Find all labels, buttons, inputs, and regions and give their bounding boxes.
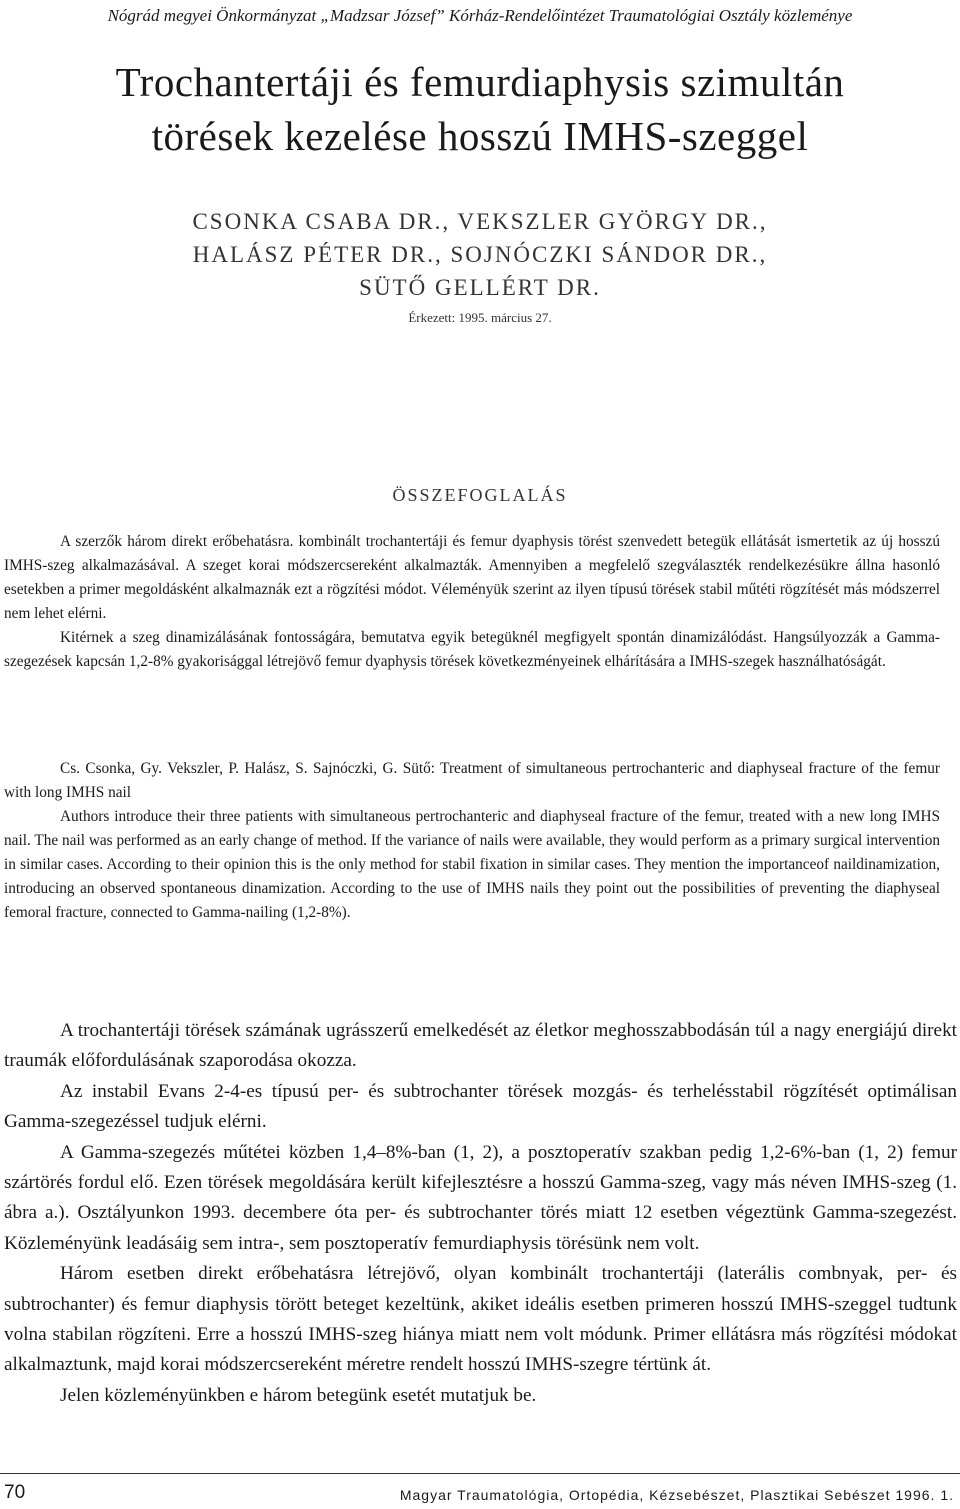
body-paragraph: A trochantertáji törések számának ugrásszerű emelkedését az életkor meghosszabbodásán túl a nagy energiájú direkt traumák előfordulásának szaporodása okozza. [4,1020,957,1072]
author-list [0,205,960,304]
english-citation: Cs. Csonka, Gy. Vekszler, P. Halász, S. Sajnóczki, G. Sütő: Treatment of simultaneous pertrochanteric and diaphyseal fracture of the femur with long IMHS nail [4,760,940,801]
body-paragraph: Jelen közleményünkben e három betegünk esetét mutatjuk be. [60,1384,537,1406]
running-header: Nógrád megyei Önkormányzat „Madzsar József” Kórház-Rendelőintézet Traumatológiai Osztály közleménye [107,6,853,25]
journal-citation: Magyar Traumatológia, Ortopédia, Kézsebészet, Plasztikai Sebészet 1996. 1. [399,1487,954,1503]
authors-line-1: CSONKA CSABA DR., VEKSZLER GYÖRGY DR., [192,209,768,234]
english-abstract [4,757,940,925]
body-paragraph: Az instabil Evans 2-4-es típusú per- és subtrochanter törések mozgás- és terhelésstabil rögzítését optimálisan Gamma-szegezéssel tudjuk elérni. [4,1080,957,1133]
authors-line-2: HALÁSZ PÉTER DR., SOJNÓCZKI SÁNDOR DR., [192,242,768,267]
received-date: Érkezett: 1995. március 27. [408,310,552,325]
authors-line-3: SÜTŐ GELLÉRT DR. [359,275,601,300]
summary-paragraph: Kitérnek a szeg dinamizálásának fontosságára, bemutatva egyik betegüknél megfigyelt spontán dinamizálódást. Hangsúlyozzák a Gamma-szegezések kapcsán 1,2-8% gyakorisággal létrejövő femur dyaphysis törések következményeinek elhárítására a IMHS-szegek használhatóságát. [4,629,940,670]
article-body [4,1016,957,1411]
body-paragraph: Három esetben direkt erőbehatásra létrejövő, olyan kombinált trochantertáji (laterális combnyak, per- és subtrochanter) és femur diaphysis törött beteget kezeltünk, akiket ideális esetben primeren hosszú IMHS-szeggel tudtunk volna stabilan rögzíteni. Erre a hosszú IMHS-szeg hiánya miatt nem volt módunk. Primer ellátásra más rögzítési módokat alkalmaztunk, majd korai módszercsereként méretre rendelt hosszú IMHS-szegre tértünk át. [4,1263,957,1376]
title-line-2: törések kezelése hosszú IMHS-szeggel [151,113,809,159]
hungarian-summary [4,530,940,674]
article-title [0,55,960,163]
page-number: 70 [4,1482,26,1503]
summary-heading: ÖSSZEFOGLALÁS [392,485,568,505]
body-paragraph: A Gamma-szegezés műtétei közben 1,4–8%-ban (1, 2), a posztoperatív szakban pedig 1,2-6%-ban (1, 2) femur szártörés fordul elő. Ezen törések megoldására került kifejlesztésre a hosszú Gamma-szeg, vagy más néven IMHS-szeg (1. ábra a.). Osztályunkon 1993. decembere óta per- és subtrochanter törés miatt 12 esetben végeztünk Gamma-szegezést. Közleményünk leadásáig sem intra-, sem posztoperatív femurdiaphysis törésünk nem volt. [4,1141,957,1254]
english-abstract-text: Authors introduce their three patients with simultaneous pertrochanteric and diaphyseal fracture of the femur, treated with a new long IMHS nail. The nail was performed as an early change of method. If the variance of nails were available, they would perform as a primary surgical intervention in similar cases. According to their opinion this is the only method for stabil fixation in similar cases. They mention the importanceof naildinamization, introducing an observed spontaneous dinamization. According to the use of IMHS nails they point out the possibilities of preventing the diaphyseal femoral fracture, connected to Gamma-nailing (1,2-8%). [4,808,940,921]
footer-divider [0,1473,960,1474]
summary-paragraph: A szerzők három direkt erőbehatásra. kombinált trochantertáji és femur dyaphysis törést szenvedett betegük ellátását ismertetik az új hosszú IMHS-szeg alkalmazásával. A szeget korai módszercsereként alkalmazták. Amennyiben a megfelelő szegválaszték rendelkezésükre állna hasonló esetekben a primer megoldásként alkalmaznák ezt a rögzítési módot. Véleményük szerint az ilyen típusú törések stabil műtéti rögzítését más módszerrel nem lehet elérni. [4,533,940,622]
title-line-1: Trochantertáji és femurdiaphysis szimultán [115,59,845,105]
